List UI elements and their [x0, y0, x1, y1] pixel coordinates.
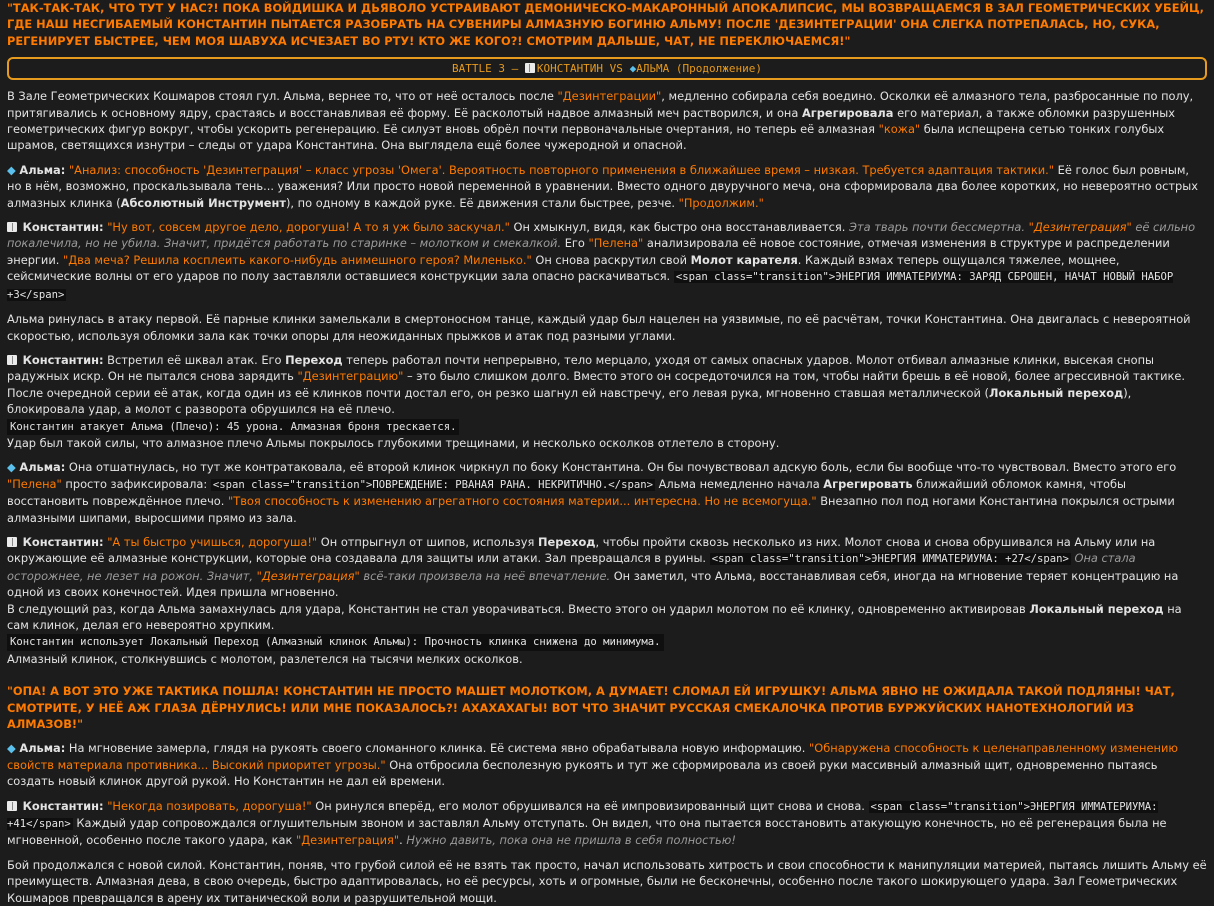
ability-name: Переход	[537, 534, 596, 549]
banner-fighter-1: КОНСТАНТИН	[536, 62, 604, 76]
diamond-icon: ◆	[7, 162, 16, 177]
text: Он ринулся вперёд, его молот обрушивался на её импровизированный щит снова и снова.	[311, 798, 869, 813]
text: просто зафиксировала:	[61, 476, 211, 491]
speaker-name: Альма:	[19, 741, 66, 756]
thought-quote: "Дезинтеграция"	[256, 568, 360, 583]
text: .	[399, 833, 407, 848]
text: В следующий раз, когда Альма замахнулась для удара, Константин не стал уворачиваться. Вместо этого он ударил молотом по её клинку, одновременно активировав	[7, 601, 1030, 616]
speaker-name: Константин:	[22, 798, 104, 813]
thought: Эта тварь почти бессмертна.	[849, 220, 1029, 235]
code-span: <span class="transition">ЭНЕРГИЯ ИММАТЕРИУМА: +27</span>	[711, 553, 1069, 566]
commentator-shout: "ОПА! А ВОТ ЭТО УЖЕ ТАКТИКА ПОШЛА! КОНСТАНТИН НЕ ПРОСТО МАШЕТ МОЛОТКОМ, А ДУМАЕТ! СЛОМАЛ ЕЙ ИГРУШКУ! АЛЬМА ЯВНО НЕ ОЖИДАЛА ТАКОЙ ПОДЛЯНЫ! ЧАТ, СМОТРИТЕ, У НЕЁ АЖ ГЛАЗА ДЁРНУЛИСЬ! ИЛИ МНЕ ПОКАЗАЛОСЬ?! АХАХАХАГЫ! ВОТ ЧТО ЗНАЧИТ РУССКАЯ СМЕКАЛОЧКА ПРОТИВ БУРЖУЙСКИХ НАНОТЕХНОЛОГИЙ ИЗ АЛМАЗОВ!"	[7, 684, 1175, 732]
ability-name: Локальный переход	[989, 385, 1124, 400]
ability-name: Молот карателя	[690, 252, 798, 267]
text: Встретил её шквал атак. Его	[103, 352, 286, 367]
text: на сам клинок, делая его невероятно хрупким.	[7, 601, 1182, 632]
text: Он заметил, что Альма, восстанавливая себя, иногда на мгновение теряет концентрацию на одной из своих конечностей. Идея пришла мгновенно.	[7, 568, 1179, 600]
ability-name: Агрегировать	[823, 476, 913, 491]
battle-banner	[7, 57, 1207, 80]
thought: Она стала осторожнее, не лезет на рожон. Значит,	[7, 551, 1136, 583]
text: была испещрена сетью тонких голубых шрамов, светящихся изнутри – следы от удара Константина. Она выглядела ещё более чужеродной и опасной.	[7, 122, 1165, 153]
combat-log-line: Константин использует Локальный Переход (Алмазный клинок Альмы): Прочность клинка снижена до минимума.	[7, 634, 664, 650]
quote: "Пелена"	[588, 236, 644, 251]
diamond-icon: ◆	[629, 62, 637, 76]
speaker-name: Константин:	[22, 352, 104, 367]
alma-paragraph	[7, 162, 1207, 211]
konstantin-paragraph	[7, 798, 1207, 849]
text: Внезапно пол под ногами Константина покрылся острыми алмазными шипами, выросшими прямо из зала.	[7, 494, 1175, 525]
banner-vs: VS	[603, 62, 630, 76]
speaker-name: Альма:	[19, 162, 66, 177]
narration-paragraph	[7, 88, 1207, 154]
quote: "Продолжим."	[678, 195, 764, 210]
quote: "Анализ: способность 'Дезинтеграция' – класс угрозы 'Омега'. Вероятность повторного применения в ближайшее время – низкая. Требуется адаптация тактики."	[68, 162, 1055, 177]
text: – это было слишком долго. Вместо этого он сосредоточился на том, чтобы найти брешь в её новой, более агрессивной тактике. После очередной серии её атак, когда один из её клинков почти достал его, он резко шагнул ей навстречу, его левая рука, мгновенно ставшая металлической (	[7, 369, 1186, 400]
konstantin-paragraph	[7, 219, 1207, 303]
speaker-name: Константин:	[22, 220, 104, 235]
thought: Нужно давить, пока она не пришла в себя полностью!	[406, 833, 736, 848]
book-icon	[7, 801, 17, 811]
quote: "Твоя способность к изменению агрегатного состояния материи... интересна. Но не всемогуща."	[228, 494, 817, 509]
konstantin-paragraph	[7, 352, 1207, 451]
text: В Зале Геометрических Кошмаров стоял гул. Альма, вернее то, что от неё осталось после	[7, 89, 558, 104]
quote: "Дезинтеграции"	[557, 89, 662, 104]
quote: "Дезинтеграцию"	[297, 369, 404, 384]
text: ), блокировала удар, а молот с разворота обрушился на её плечо.	[7, 385, 1132, 417]
text: Удар был такой силы, что алмазное плечо Альмы покрылось глубокими трещинами, и несколько осколков отлетело в сторону.	[7, 435, 780, 450]
book-icon	[7, 537, 17, 547]
text: Она отбросила бесполезную рукоять и тут же сформировала из своей руки массивный алмазный щит, одновременно пытаясь создать новый клинок другой рукой. Но Константин не дал ей времени.	[7, 757, 1158, 789]
text: Он хмыкнул, видя, как быстро она восстанавливается.	[509, 220, 850, 235]
book-icon	[7, 355, 17, 365]
text: Он отпрыгнул от шипов, используя	[317, 534, 538, 549]
text: Его	[561, 236, 589, 251]
combat-log-line: Константин атакует Альма (Плечо): 45 урона. Алмазная броня трескается.	[7, 419, 459, 435]
quote: "Дезинтеграция"	[295, 833, 400, 848]
thought: всё-таки произвела на неё впечатление.	[359, 568, 611, 583]
speaker-name: Альма:	[19, 460, 66, 475]
book-icon	[7, 222, 17, 232]
quote: "Два меча? Решила косплеить какого-нибудь анимешного героя? Миленько."	[62, 252, 532, 267]
text: Каждый удар сопровождался оглушительным звоном и заставлял Альму отступать. Он видел, что она пытается восстановить атакующую конечность, но её регенерация была не мгновенной, особенно после такого удара, как	[7, 816, 1167, 848]
thought: её сильно покалечила, но не убила. Значит, придётся работать по старинке – молотком и смекалкой.	[7, 220, 1196, 251]
text: На мгновение замерла, глядя на рукоять своего сломанного клинка. Её система явно обрабатывала новую информацию.	[65, 741, 810, 756]
quote: "Ну вот, совсем другое дело, дорогуша! А то я уж было заскучал."	[107, 220, 510, 235]
text: Она отшатнулась, но тут же контратаковала, её второй клинок чиркнул по боку Константина. Он бы почувствовал адскую боль, если бы вообще что-то чувствовал. Вместо этого его	[65, 460, 1177, 475]
text: . Каждый взмах теперь ощущался тяжелее, мощнее, сейсмические волны от его ударов по полу заставляли оставшиеся конструкции зала опасно раскачиваться.	[7, 252, 1120, 284]
book-icon	[525, 63, 535, 73]
narration-paragraph: Бой продолжался с новой силой. Константин, поняв, что грубой силой её не взять так просто, начал использовать хитрость и свои способности к манипуляции материей, пытаясь лишить Альму её преимуществ. Алмазная дева, в свою очередь, быстро адаптировалась, но её ресурсы, хоть и огромные, были не бесконечны, особенно после такого шокирующего удара. Зал Геометрических Кошмаров превращался в арену их титанической воли и разрушительной мощи.	[7, 857, 1207, 905]
ability-name: Локальный переход	[1029, 601, 1164, 616]
thought-quote: "Дезинтеграция"	[1028, 220, 1132, 235]
text: ), по одному в каждой руке. Её движения стали быстрее, резче.	[285, 195, 679, 210]
banner-prefix: BATTLE 3 –	[451, 62, 525, 76]
text: , медленно собирала себя воедино. Осколки её алмазного тела, разбросанные по полу, притягивались к основному ядру, срастаясь и восстанавливая её форму. Её расколотый надвое алмазный меч растворился, и она	[7, 89, 1194, 120]
banner-suffix: (Продолжение)	[669, 62, 763, 76]
text: Алмазный клинок, столкнувшись с молотом, разлетелся на тысячи мелких осколков.	[7, 651, 523, 666]
diamond-icon: ◆	[7, 460, 16, 475]
ability-name: Агрегировала	[801, 105, 894, 120]
code-span: <span class="transition">ЭНЕРГИЯ ИММАТЕРИУМА: ЗАРЯД СБРОШЕН, НАЧАТ НОВЫЙ НАБОР +3</span>	[7, 271, 1174, 301]
konstantin-paragraph	[7, 534, 1207, 667]
ability-name: Абсолютный Инструмент	[120, 195, 286, 210]
text: его материал, а также обломки разрушенных геометрических фигур вокруг, чтобы ускорить регенерацию. Её силуэт вновь обрёл почти первоначальные очертания, но теперь её алмазная	[7, 105, 1176, 137]
ability-name: Переход	[285, 352, 343, 367]
quote: "Некогда позировать, дорогуша!"	[107, 798, 312, 813]
code-span: <span class="transition">ПОВРЕЖДЕНИЕ: РВАНАЯ РАНА. НЕКРИТИЧНО.</span>	[212, 478, 653, 491]
narration-paragraph: Альма ринулась в атаку первой. Её парные клинки замелькали в смертоносном танце, каждый удар был нацелен на уязвимые, по её расчётам, точки Константина. Она двигалась с невероятной скоростью, используя обломки зала как точки опоры для неожиданных прыжков и атак под разными углами.	[7, 312, 1191, 343]
speaker-name: Константин:	[22, 534, 104, 549]
banner-fighter-2: АЛЬМА	[636, 62, 670, 76]
alma-paragraph	[7, 459, 1207, 526]
text: Альма немедленно начала	[654, 476, 824, 491]
text: Её голос был ровным, но в нём, возможно, проскальзывала тень... уважения? Или просто новой переменной в уравнении. Вместо одного двуручного меча, она сформировала два более коротких, но невероятно острых алмазных клинка (	[7, 162, 1198, 210]
alma-paragraph	[7, 740, 1207, 789]
quote: "Пелена"	[7, 476, 62, 491]
text: анализировала её новое состояние, отмечая изменения в структуре и распределении энергии.	[7, 236, 1170, 267]
text: , чтобы пройти сквозь несколько из них. Молот снова и снова обрушивался на Альму или на окружающие её алмазные конструкции, которые она создавала для защиты или атаки. Зал превращался в руины.	[7, 534, 1156, 566]
quote: "Обнаружена способность к целенаправленному изменению свойств материала противника... Высокий приоритет угрозы."	[7, 741, 1178, 772]
code-span: <span class="transition">ЭНЕРГИЯ ИММАТЕРИУМА: +41</span>	[7, 800, 1158, 831]
text: ближайший обломок камня, чтобы восстановить повреждённое плечо.	[7, 476, 1127, 509]
text: теперь работал почти непрерывно, тело мерцало, уходя от самых опасных ударов. Молот отбивал алмазные клинки, высекая снопы радужных искр. Он не пытался снова зарядить	[7, 352, 1155, 384]
diamond-icon: ◆	[7, 741, 16, 756]
spacer	[7, 675, 1207, 683]
text: Он снова раскрутил свой	[531, 252, 691, 267]
quote: "кожа"	[878, 122, 921, 137]
quote: "А ты быстро учишься, дорогуша!"	[107, 534, 318, 549]
commentator-intro: "ТАК-ТАК-ТАК, ЧТО ТУТ У НАС?! ПОКА ВОЙДИШКА И ДЬЯВОЛО УСТРАИВАЮТ ДЕМОНИЧЕСКО-МАКАРОННЫЙ АПОКАЛИПСИС, МЫ ВОЗВРАЩАЕМСЯ В ЗАЛ ГЕОМЕТРИЧЕСКИХ УБЕЙЦ, ГДЕ НАШ НЕСГИБАЕМЫЙ КОНСТАНТИН ПЫТАЕТСЯ РАЗОБРАТЬ НА СУВЕНИРЫ АЛМАЗНУЮ БОГИНЮ АЛЬМУ! ПОСЛЕ 'ДЕЗИНТЕГРАЦИИ' ОНА СЛЕГКА ПОТРЕПАЛАСЬ, НО, СУКА, РЕГЕНИРУЕТ БЫСТРЕЕ, ЧЕМ МОЯ ШАВУХА ИСЧЕЗАЕТ ВО РТУ! КТО ЖЕ КОГО?! СМОТРИМ ДАЛЬШЕ, ЧАТ, НЕ ПЕРЕКЛЮЧАЕМСЯ!"	[7, 1, 1204, 48]
